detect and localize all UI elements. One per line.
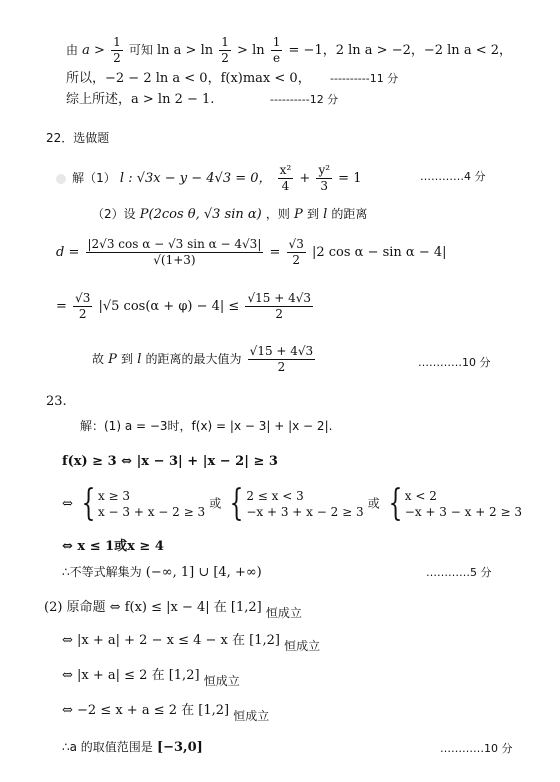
marker-icon xyxy=(56,174,66,184)
math: |√5 cos(α + φ) − 4| ≤ xyxy=(98,299,240,315)
q23-cases xyxy=(62,483,523,524)
numerator: √3 xyxy=(73,292,92,307)
denominator: 2 xyxy=(113,51,121,66)
text: 恒成立 xyxy=(284,639,321,653)
fraction xyxy=(111,36,123,65)
fraction xyxy=(316,164,332,193)
text: ，则 xyxy=(265,207,290,221)
denominator: 3 xyxy=(320,179,329,194)
fraction xyxy=(245,292,313,321)
math: a > xyxy=(82,43,105,59)
case-row: 2 ≤ x < 3 xyxy=(246,488,304,503)
text: ∴a 的取值范围是 xyxy=(62,740,153,754)
line-3: 综上所述，a > ln 2 − 1. xyxy=(66,92,215,107)
q23-line4: ⇔ x ≤ 1或x ≥ 4 xyxy=(62,539,164,554)
text: 的距离的最大值为 xyxy=(145,352,242,367)
math: ⇔ |x + a| + 2 − x ≤ 4 − x 在 [1,2] xyxy=(62,633,280,648)
case-1: { x ≥ 3 x − 3 + x − 2 ≥ 3 xyxy=(81,483,206,524)
math: (2) 原命题 ⇔ f(x) ≤ |x − 4| 在 [1,2] xyxy=(44,600,262,615)
text: 解（1） xyxy=(72,171,116,186)
text: 恒成立 xyxy=(203,674,240,688)
math: ⇔ |x + a| ≤ 2 在 [1,2] xyxy=(62,668,200,683)
text: 或 xyxy=(367,496,380,511)
math: P(2cos θ, √3 sin α) xyxy=(139,207,262,222)
numerator: 1 xyxy=(219,36,231,51)
numerator: x² xyxy=(278,164,294,179)
case-3: { x < 2 −x + 3 − x + 2 ≥ 3 xyxy=(388,483,523,524)
text: （2）设 xyxy=(92,207,136,221)
case-row: x < 2 xyxy=(404,488,437,503)
numerator: √15 + 4√3 xyxy=(245,292,313,307)
text: 的距离 xyxy=(331,207,368,221)
q23-line6 xyxy=(44,600,302,620)
case-row: x ≥ 3 xyxy=(97,488,131,503)
q23-line1: 解：(1) a = −3时，f(x) = |x − 3| + |x − 2|. xyxy=(80,419,333,433)
denominator: 4 xyxy=(281,179,290,194)
score-10a: …………10 分 xyxy=(418,356,491,369)
q22-conclusion xyxy=(92,345,317,374)
math: l xyxy=(323,207,328,222)
numerator: √3 xyxy=(287,238,306,253)
fraction xyxy=(73,292,92,321)
numerator: √15 + 4√3 xyxy=(248,345,316,360)
q22-part2 xyxy=(92,208,367,221)
q22-distance xyxy=(56,238,447,267)
q23-line2: f(x) ≥ 3 ⇔ |x − 3| + |x − 2| ≥ 3 xyxy=(62,454,278,469)
score-11: ----------11 分 xyxy=(330,72,399,85)
math: = −1，2 ln a > −2，−2 ln a < 2， xyxy=(288,43,512,59)
math: l xyxy=(137,352,142,368)
q22-part1: 解（1） l : √3x − y − 4√3 = 0， $\frac{\text{x²}}{4}$ + $\frac{\text{y²}}{3}$ = 1 xyxy=(56,164,361,193)
denominator: 2 xyxy=(221,51,229,66)
numerator: |2√3 cos α − √3 sin α − 4√3| xyxy=(86,238,264,253)
case-row: −x + 3 + x − 2 ≥ 3 xyxy=(246,505,364,519)
denominator: 2 xyxy=(277,360,286,375)
math: l : √3x − y − 4√3 = 0， xyxy=(119,171,272,187)
case-row: x − 3 + x − 2 ≥ 3 xyxy=(97,505,206,519)
case-2: { 2 ≤ x < 3 −x + 3 + x − 2 ≥ 3 xyxy=(230,483,364,524)
numerator: 1 xyxy=(111,36,123,51)
q22-bound xyxy=(56,292,315,321)
denominator: 2 xyxy=(275,307,284,322)
math: = xyxy=(269,245,281,261)
math: d = xyxy=(56,245,80,261)
math: ⇔ −2 ≤ x + a ≤ 2 在 [1,2] xyxy=(62,703,230,718)
text: 或 xyxy=(209,496,222,511)
fraction xyxy=(278,164,294,193)
math: = xyxy=(56,299,67,315)
denominator: e xyxy=(273,51,281,66)
text: 到 xyxy=(121,352,134,367)
fraction xyxy=(271,36,283,65)
text: 恒成立 xyxy=(265,606,302,620)
denominator: √(1+3) xyxy=(153,253,196,268)
line-1 xyxy=(66,36,512,65)
text: 由 xyxy=(66,43,79,58)
numerator: 1 xyxy=(271,36,283,51)
text: 恒成立 xyxy=(233,709,270,723)
math: (−∞, 1] ∪ [4, +∞) xyxy=(145,565,262,580)
question-23-heading: 23. xyxy=(46,394,67,409)
math: P xyxy=(294,207,303,222)
line-2 xyxy=(66,72,311,85)
text: ∴不等式解集为 xyxy=(62,565,142,579)
math: |2 cos α − sin α − 4| xyxy=(311,245,447,261)
fraction xyxy=(86,238,264,267)
case-row: −x + 3 − x + 2 ≥ 3 xyxy=(404,505,523,519)
fraction xyxy=(219,36,231,65)
question-22-heading: 22．选做题 xyxy=(46,131,110,145)
math: P xyxy=(108,352,117,368)
math: 所以，−2 − 2 ln a < 0，f(x)max < 0， xyxy=(66,71,311,86)
text: 故 xyxy=(92,352,105,367)
q23-line7 xyxy=(62,633,321,653)
math: [−3,0] xyxy=(156,740,203,755)
text: 到 xyxy=(306,207,319,221)
text: 可知 xyxy=(128,43,153,58)
q23-line10 xyxy=(62,741,203,754)
q23-line9 xyxy=(62,703,270,723)
fraction xyxy=(287,238,306,267)
score-10b: …………10 分 xyxy=(440,742,513,755)
fraction xyxy=(248,345,316,374)
math: ⇔ xyxy=(62,496,73,512)
score-12: ----------12 分 xyxy=(270,93,339,106)
math: = 1 xyxy=(338,171,362,187)
math: ln a > ln xyxy=(157,43,214,59)
denominator: 2 xyxy=(292,253,300,268)
q23-line5 xyxy=(62,566,262,579)
score-4: …………4 分 xyxy=(420,170,486,183)
math: > ln xyxy=(237,43,265,59)
q23-line8 xyxy=(62,668,240,688)
denominator: 2 xyxy=(78,307,87,322)
score-5: …………5 分 xyxy=(426,566,492,579)
numerator: y² xyxy=(316,164,332,179)
